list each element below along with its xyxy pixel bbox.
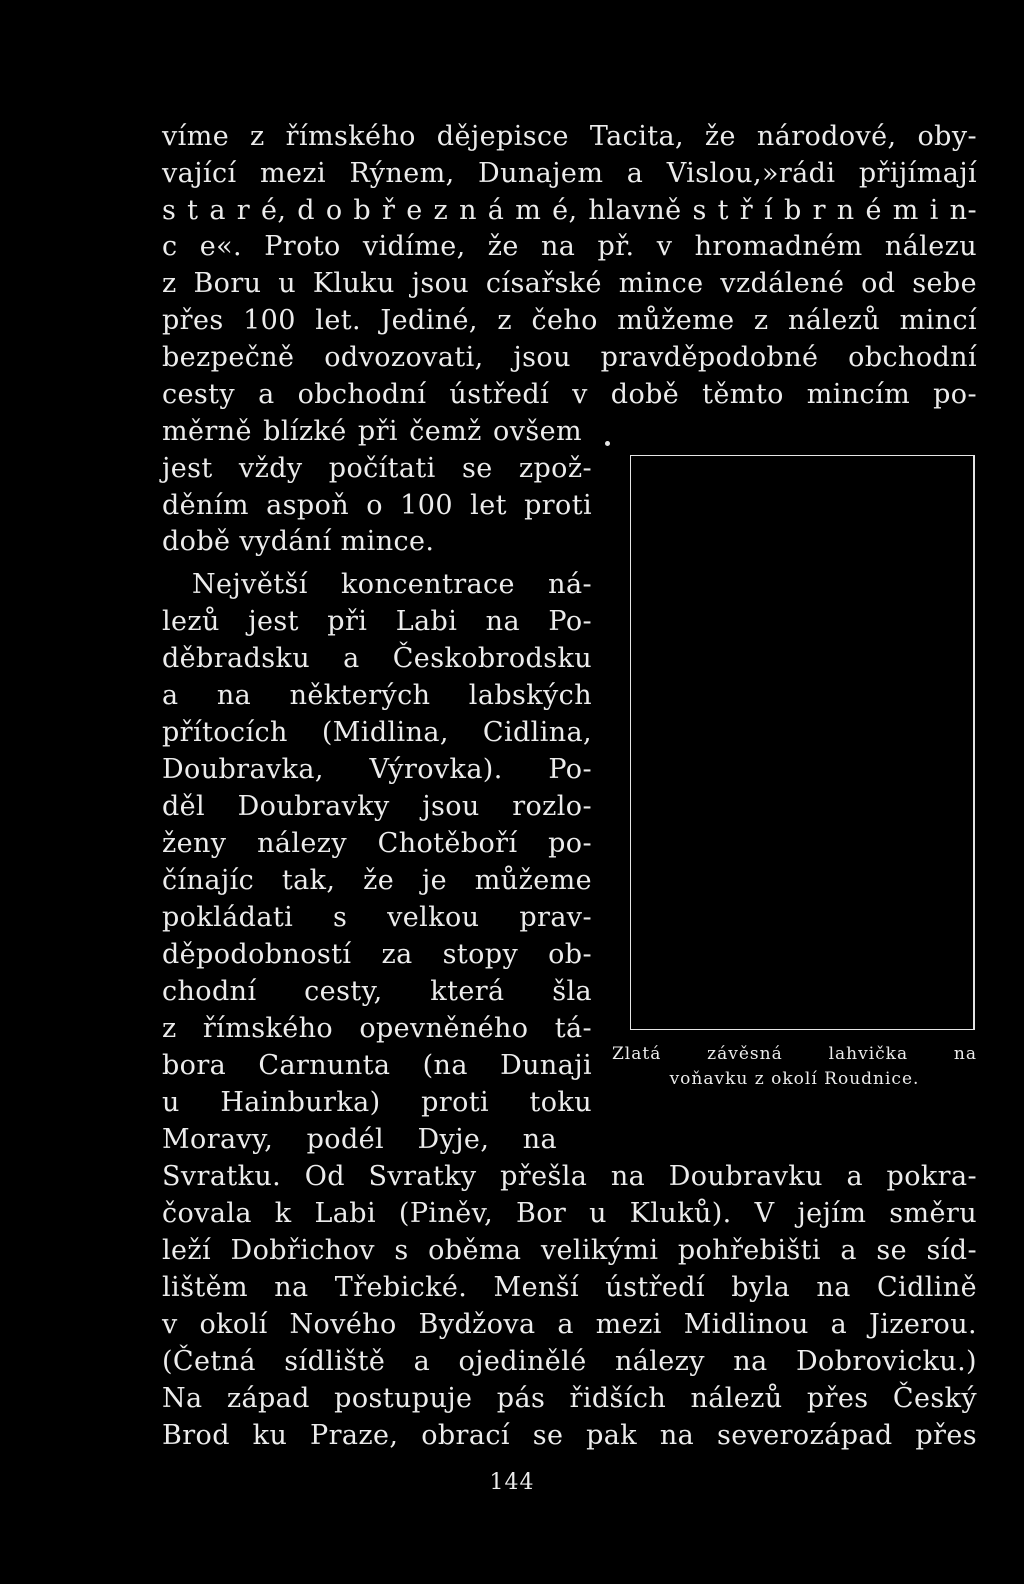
text-line: víme z římského dějepisce Tacita, že národové, oby- [162, 121, 977, 152]
bullet-mark [605, 441, 610, 446]
text-line: z Boru u Kluku jsou císařské mince vzdálené od sebe [162, 268, 977, 299]
text-line: vající mezi Rýnem, Dunajem a Vislou,»rádi přijímají [162, 158, 977, 189]
text-line: pokládati s velkou prav- [162, 902, 592, 933]
figure-caption-line-2: voňavku z okolí Roudnice. [669, 1069, 920, 1089]
text-line: době vydání mince. [162, 526, 435, 557]
figure-caption-line-1: Zlatá závěsná lahvička na [612, 1044, 977, 1064]
text-line: Brod ku Praze, obrací se pak na severozápad přes [162, 1420, 977, 1451]
text-line: ženy nálezy Chotěboří po- [162, 828, 592, 859]
text-line: bora Carnunta (na Dunaji [162, 1050, 592, 1081]
text-line: v okolí Nového Bydžova a mezi Midlinou a Jizerou. [162, 1309, 977, 1340]
text-line: děbradsku a Českobrodsku [162, 643, 592, 674]
text-line: přes 100 let. Jediné, z čeho můžeme z nálezů mincí [162, 305, 977, 336]
text-line: lezů jest při Labi na Po- [162, 606, 592, 637]
page-number: 144 [489, 1470, 535, 1495]
text-line: Moravy, podél Dyje, na [162, 1124, 557, 1155]
text-line: jest vždy počítati se zpož- [162, 453, 592, 484]
text-line: a na některých labských [162, 680, 592, 711]
text-line: přítocích (Midlina, Cidlina, [162, 717, 592, 748]
text-line: Svratku. Od Svratky přešla na Doubravku a pokra- [162, 1161, 977, 1192]
figure-frame [630, 455, 975, 1030]
text-line: s t a r é, d o b ř e z n á m é, hlavně s t ř í b r n é m i n- [162, 195, 977, 226]
text-line: u Hainburka) proti toku [162, 1087, 592, 1118]
text-line: děl Doubravky jsou rozlo- [162, 791, 592, 822]
text-line: lištěm na Třebické. Menší ústředí byla na Cidlině [162, 1272, 977, 1303]
text-line: (Četná sídliště a ojedinělé nálezy na Dobrovicku.) [162, 1346, 977, 1377]
text-line: děpodobností za stopy ob- [162, 939, 592, 970]
text-line: Doubravka, Výrovka). Po- [162, 754, 592, 785]
text-line: cesty a obchodní ústředí v době těmto mincím po- [162, 379, 977, 410]
text-line: chodní cesty, která šla [162, 976, 592, 1007]
text-line: z římského opevněného tá- [162, 1013, 592, 1044]
text-line: čínajíc tak, že je můžeme [162, 865, 592, 896]
text-line: Na západ postupuje pás řidších nálezů přes Český [162, 1383, 977, 1414]
text-line: leží Dobřichov s oběma velikými pohřebišti a se síd- [162, 1235, 977, 1266]
text-line: c e«. Proto vidíme, že na př. v hromadném nálezu [162, 231, 977, 262]
text-line: děním aspoň o 100 let proti [162, 490, 592, 521]
text-line: čovala k Labi (Piněv, Bor u Kluků). V jejím směru [162, 1198, 977, 1229]
text-line: Největší koncentrace ná- [192, 569, 592, 600]
text-line: měrně blízké při čemž ovšem [162, 416, 582, 447]
text-line: bezpečně odvozovati, jsou pravděpodobné obchodní [162, 342, 977, 373]
